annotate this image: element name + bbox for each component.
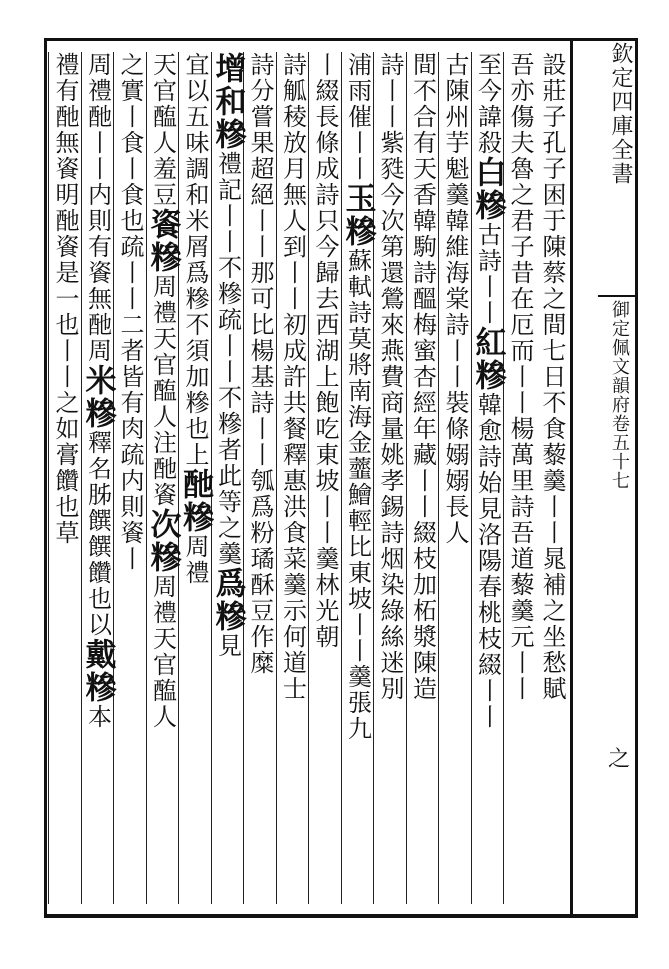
entry-headword: 白糝: [469, 156, 506, 222]
text-column: [406, 52, 439, 904]
text-column: [341, 52, 374, 904]
column-text: 詩分嘗果超絕丨丨那可比楊基詩丨丨瓠爲粉璚酥豆作糜: [246, 52, 274, 676]
column-text: 芋魁羹: [441, 130, 469, 208]
column-text: 設莊子孔子困于陳蔡之間七日不食藜羹丨丨晁補之坐愁賦: [538, 52, 566, 702]
page-mark: 之: [608, 747, 631, 772]
text-column: [308, 52, 341, 904]
text-column: [211, 52, 244, 904]
text-column: [471, 52, 504, 904]
column-text: 疏内則餈丨: [116, 442, 144, 572]
text-column: [536, 52, 569, 904]
text-column: [243, 52, 276, 904]
entry-headword: 玉糝: [339, 182, 376, 248]
column-text: 禮記丨丨不糝疏丨丨不糝者此等之羹: [213, 151, 242, 567]
column-text: 成詩只今歸去西湖上飽吃東坡丨丨羹林光朝: [311, 156, 339, 650]
bottom-rule: [44, 914, 638, 917]
entry-headword: 次糝: [144, 508, 181, 574]
entry-headword: 增和糝: [209, 52, 246, 151]
column-text: 周禮酏丨丨内則有餈無酏周: [83, 52, 112, 364]
margin-chapter-info: [604, 300, 634, 540]
margin-series-title: [606, 42, 634, 242]
column-text: 周禮天官醢人: [148, 574, 177, 730]
column-text: 蘇軾詩莫將南海金虀鱠輕比東坡丨丨羹張九: [343, 248, 372, 742]
entry-headword: 酏糝: [177, 468, 213, 534]
column-text: 至今諱殺: [473, 52, 502, 156]
column-text: 草: [51, 520, 79, 546]
column-text: 間不合有天香韓駒詩醞梅蜜杏經年藏丨丨綴枝加柘漿陳造: [408, 52, 437, 702]
text-column: [503, 52, 536, 904]
column-text: 古詩丨丨: [473, 222, 502, 326]
text-column: [373, 52, 406, 904]
text-column: [81, 52, 114, 904]
margin-tick: [598, 295, 638, 297]
text-column: [438, 52, 471, 904]
column-text: 吾亦傷夫魯之君子昔在厄而丨丨楊萬里詩吾道藜羹元丨丨: [506, 52, 534, 702]
column-text: 宜以五味調和米屑爲糝不須加糝也: [181, 52, 209, 442]
column-text: 古陳州: [441, 52, 469, 130]
column-text: 詩丨丨紫甤今次第還鶯來燕費商量姚孝錫詩烟染綠絲迷別: [376, 52, 404, 702]
column-text: 釋名胏饌饌饡也以: [83, 430, 112, 638]
column-text: 之實丨食丨食也疏丨丨二者皆有肉: [116, 52, 144, 442]
chapter-info: 御定佩文韻府卷五十七: [609, 300, 630, 490]
text-column: [146, 52, 179, 904]
column-text: 上: [181, 442, 209, 468]
column-text: 浦雨催丨丨: [343, 52, 372, 182]
column-text: 見: [213, 633, 242, 659]
entry-headword: 爲糝: [209, 567, 246, 633]
margin-divider: [570, 38, 573, 918]
entry-headword: 米糝: [79, 364, 116, 430]
entry-headword: 餈糝: [144, 208, 181, 274]
column-text: 丨綴長條: [311, 52, 339, 156]
entry-headword: 紅糝: [469, 326, 506, 392]
entry-headword: 戴糝: [79, 638, 116, 704]
column-text: 丨丨之如膏饡也: [51, 338, 79, 520]
text-column: [113, 52, 146, 904]
column-text: 周禮: [181, 534, 209, 586]
column-text: 天官醢人羞豆: [148, 52, 177, 208]
column-text: 韓愈詩始見洛陽春桃枝綴丨丨: [473, 392, 502, 730]
text-column: [178, 52, 211, 904]
column-text: 詩觚稜放月無人到丨丨初成許共餐釋惠洪食菜羹示何道士: [278, 52, 307, 702]
series-title: 欽定四庫全書: [608, 42, 633, 186]
text-column: [276, 52, 309, 904]
text-column: [48, 52, 81, 904]
column-text: 本: [83, 704, 112, 730]
column-text: 周禮天官醢人注酏餈: [148, 274, 177, 508]
column-text: 韓維海棠詩丨丨裝條嫋嫋長人: [441, 208, 469, 546]
column-text: 禮有酏無餈明酏餈是一也: [51, 52, 79, 338]
